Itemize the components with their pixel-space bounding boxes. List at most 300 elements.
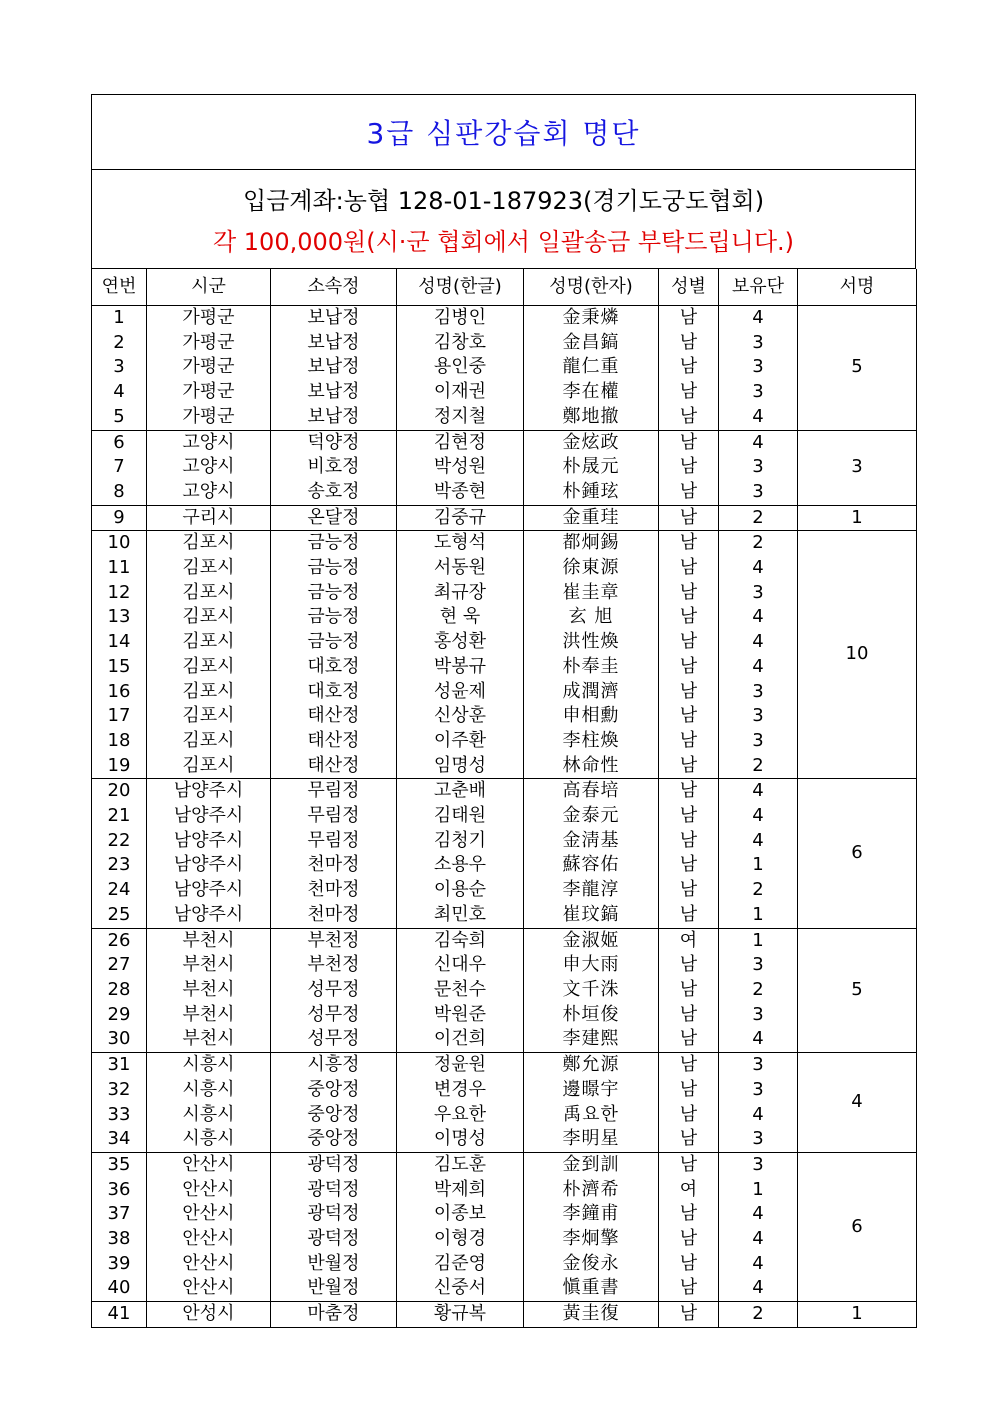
row-name-korean: 최규장 [397,581,524,606]
table-row [92,680,917,705]
table-row [92,455,917,480]
row-gender: 남 [659,1103,719,1128]
row-club: 천마정 [271,878,397,903]
table-row [92,581,917,606]
row-gender: 남 [659,430,719,455]
row-name-hanja: 愼重書 [524,1276,659,1301]
table-row [92,380,917,405]
row-dan: 3 [719,1152,798,1177]
signature-cell[interactable]: 5 [798,306,917,431]
row-no: 9 [92,505,147,531]
row-dan: 3 [719,380,798,405]
document-title: 3급 심판강습회 명단 [366,117,641,150]
signature-cell[interactable]: 5 [798,928,917,1053]
row-name-hanja: 成潤濟 [524,680,659,705]
table-row [92,605,917,630]
row-name-korean: 문천수 [397,978,524,1003]
row-dan: 3 [719,331,798,356]
row-dan: 2 [719,505,798,531]
row-dan: 4 [719,1252,798,1277]
table-row [92,729,917,754]
row-name-hanja: 蘇容佑 [524,853,659,878]
row-name-korean: 이주환 [397,729,524,754]
row-no: 34 [92,1127,147,1152]
row-club: 성무정 [271,1027,397,1052]
row-dan: 1 [719,1178,798,1203]
row-name-korean: 김숙희 [397,928,524,953]
row-name-hanja: 金重珪 [524,505,659,531]
row-name-korean: 이용순 [397,878,524,903]
row-club: 태산정 [271,704,397,729]
row-name-korean: 서동원 [397,556,524,581]
row-city: 남양주시 [147,829,271,854]
row-name-hanja: 文千洙 [524,978,659,1003]
row-dan: 4 [719,306,798,331]
table-row [92,1202,917,1227]
header-signature: 서명 [798,269,917,306]
row-gender: 남 [659,1227,719,1252]
roster-body [92,306,917,1328]
row-city: 남양주시 [147,779,271,804]
row-city: 가평군 [147,355,271,380]
row-no: 29 [92,1003,147,1028]
row-name-korean: 성윤제 [397,680,524,705]
row-name-korean: 고춘배 [397,779,524,804]
row-gender: 남 [659,455,719,480]
row-gender: 남 [659,779,719,804]
row-name-korean: 이형경 [397,1227,524,1252]
row-name-korean: 김병인 [397,306,524,331]
roster-document [91,94,916,1328]
row-name-hanja: 崔玟鎬 [524,903,659,928]
row-dan: 2 [719,1302,798,1328]
row-club: 천마정 [271,903,397,928]
row-dan: 3 [719,729,798,754]
row-name-korean: 박제희 [397,1178,524,1203]
row-name-korean: 변경우 [397,1078,524,1103]
row-name-korean: 신대우 [397,953,524,978]
row-name-korean: 우요한 [397,1103,524,1128]
row-city: 고양시 [147,480,271,505]
row-gender: 남 [659,953,719,978]
row-name-korean: 최민호 [397,903,524,928]
row-club: 보납정 [271,405,397,430]
row-name-korean: 용인중 [397,355,524,380]
row-gender: 남 [659,754,719,779]
row-name-korean: 김중규 [397,505,524,531]
row-gender: 남 [659,680,719,705]
row-gender: 남 [659,1152,719,1177]
table-row [92,1302,917,1328]
row-name-korean: 박종현 [397,480,524,505]
row-gender: 여 [659,928,719,953]
row-gender: 남 [659,480,719,505]
row-club: 무림정 [271,804,397,829]
row-no: 15 [92,655,147,680]
row-name-hanja: 龍仁重 [524,355,659,380]
row-city: 남양주시 [147,878,271,903]
signature-cell[interactable]: 10 [798,531,917,779]
row-name-korean: 이명성 [397,1127,524,1152]
row-dan: 3 [719,1003,798,1028]
row-gender: 남 [659,1302,719,1328]
row-name-hanja: 高春培 [524,779,659,804]
table-row [92,430,917,455]
row-gender: 남 [659,1252,719,1277]
row-no: 27 [92,953,147,978]
row-city: 부천시 [147,1027,271,1052]
row-name-hanja: 朴奉圭 [524,655,659,680]
row-dan: 2 [719,878,798,903]
row-no: 36 [92,1178,147,1203]
row-no: 41 [92,1302,147,1328]
row-dan: 4 [719,1202,798,1227]
row-no: 35 [92,1152,147,1177]
row-no: 10 [92,531,147,556]
row-name-hanja: 鄭允源 [524,1053,659,1078]
row-city: 고양시 [147,455,271,480]
table-row [92,1227,917,1252]
row-city: 남양주시 [147,853,271,878]
table-row [92,1027,917,1052]
row-club: 성무정 [271,1003,397,1028]
row-gender: 남 [659,505,719,531]
row-no: 5 [92,405,147,430]
row-city: 김포시 [147,680,271,705]
row-name-hanja: 李柱煥 [524,729,659,754]
row-name-hanja: 徐東源 [524,556,659,581]
row-gender: 남 [659,306,719,331]
row-no: 38 [92,1227,147,1252]
row-no: 24 [92,878,147,903]
row-club: 무림정 [271,829,397,854]
row-club: 중앙정 [271,1127,397,1152]
table-row [92,1078,917,1103]
row-gender: 남 [659,1202,719,1227]
row-no: 23 [92,853,147,878]
row-no: 26 [92,928,147,953]
row-gender: 남 [659,380,719,405]
row-club: 반월정 [271,1276,397,1301]
row-city: 김포시 [147,581,271,606]
signature-cell[interactable]: 6 [798,1152,917,1301]
table-row [92,306,917,331]
row-city: 안산시 [147,1276,271,1301]
table-row [92,878,917,903]
row-no: 33 [92,1103,147,1128]
row-dan: 4 [719,430,798,455]
row-no: 12 [92,581,147,606]
row-name-korean: 김청기 [397,829,524,854]
row-club: 보납정 [271,331,397,356]
row-gender: 남 [659,903,719,928]
row-name-hanja: 金到訓 [524,1152,659,1177]
row-name-korean: 신상훈 [397,704,524,729]
row-city: 남양주시 [147,804,271,829]
row-name-korean: 황규복 [397,1302,524,1328]
row-gender: 여 [659,1178,719,1203]
row-gender: 남 [659,829,719,854]
row-dan: 2 [719,531,798,556]
header-name-korean: 성명(한글) [397,269,524,306]
row-dan: 1 [719,853,798,878]
row-city: 안산시 [147,1152,271,1177]
row-city: 김포시 [147,630,271,655]
row-gender: 남 [659,878,719,903]
row-dan: 4 [719,804,798,829]
row-gender: 남 [659,853,719,878]
row-name-korean: 박원준 [397,1003,524,1028]
row-no: 30 [92,1027,147,1052]
row-no: 3 [92,355,147,380]
row-dan: 3 [719,704,798,729]
table-row [92,1003,917,1028]
row-dan: 3 [719,480,798,505]
row-club: 천마정 [271,853,397,878]
row-dan: 4 [719,1027,798,1052]
row-no: 25 [92,903,147,928]
header-dan: 보유단 [719,269,798,306]
row-gender: 남 [659,729,719,754]
row-club: 보납정 [271,380,397,405]
row-name-hanja: 金炫政 [524,430,659,455]
row-name-korean: 신중서 [397,1276,524,1301]
table-row [92,531,917,556]
row-name-hanja: 洪性煥 [524,630,659,655]
row-name-korean: 현 욱 [397,605,524,630]
header-name-hanja: 성명(한자) [524,269,659,306]
row-city: 김포시 [147,556,271,581]
table-row [92,928,917,953]
row-name-hanja: 李炯擎 [524,1227,659,1252]
table-row [92,630,917,655]
row-club: 금능정 [271,581,397,606]
row-name-hanja: 禹요한 [524,1103,659,1128]
row-dan: 3 [719,455,798,480]
row-dan: 4 [719,655,798,680]
table-row [92,779,917,804]
row-club: 비호정 [271,455,397,480]
row-no: 22 [92,829,147,854]
row-no: 18 [92,729,147,754]
row-name-korean: 이재권 [397,380,524,405]
row-city: 시흥시 [147,1078,271,1103]
table-row [92,331,917,356]
row-dan: 4 [719,605,798,630]
row-city: 안산시 [147,1252,271,1277]
row-club: 광덕정 [271,1152,397,1177]
row-club: 금능정 [271,531,397,556]
header-gender: 성별 [659,269,719,306]
row-name-korean: 정윤원 [397,1053,524,1078]
row-no: 11 [92,556,147,581]
row-club: 보납정 [271,355,397,380]
table-row [92,953,917,978]
row-city: 김포시 [147,655,271,680]
header-club: 소속정 [271,269,397,306]
table-row [92,1127,917,1152]
row-club: 부천정 [271,953,397,978]
row-name-hanja: 申相勳 [524,704,659,729]
row-name-hanja: 朴晟元 [524,455,659,480]
row-dan: 4 [719,1276,798,1301]
row-name-hanja: 金泰元 [524,804,659,829]
row-gender: 남 [659,655,719,680]
row-no: 17 [92,704,147,729]
row-club: 성무정 [271,978,397,1003]
row-name-hanja: 朴垣俊 [524,1003,659,1028]
row-no: 31 [92,1053,147,1078]
table-row [92,556,917,581]
row-gender: 남 [659,1053,719,1078]
row-no: 6 [92,430,147,455]
row-dan: 3 [719,355,798,380]
row-name-korean: 이건희 [397,1027,524,1052]
row-name-korean: 김도훈 [397,1152,524,1177]
row-city: 시흥시 [147,1127,271,1152]
table-row [92,1053,917,1078]
row-dan: 3 [719,581,798,606]
row-name-korean: 김태원 [397,804,524,829]
row-name-hanja: 崔圭章 [524,581,659,606]
row-name-hanja: 朴鍾玹 [524,480,659,505]
row-dan: 3 [719,680,798,705]
row-club: 금능정 [271,630,397,655]
row-no: 21 [92,804,147,829]
signature-cell[interactable]: 1 [798,505,917,531]
row-dan: 2 [719,978,798,1003]
row-gender: 남 [659,804,719,829]
row-name-hanja: 都炯錫 [524,531,659,556]
row-club: 태산정 [271,729,397,754]
row-city: 김포시 [147,531,271,556]
row-city: 부천시 [147,928,271,953]
table-row [92,1276,917,1301]
row-no: 8 [92,480,147,505]
row-name-hanja: 李龍淳 [524,878,659,903]
row-name-korean: 김창호 [397,331,524,356]
row-gender: 남 [659,581,719,606]
row-no: 1 [92,306,147,331]
account-line: 입금계좌:농협 128-01-187923(경기도궁도협회) [242,187,765,215]
row-club: 광덕정 [271,1202,397,1227]
table-row [92,704,917,729]
row-name-hanja: 金淸基 [524,829,659,854]
row-city: 부천시 [147,953,271,978]
row-name-hanja: 金昌鎬 [524,331,659,356]
signature-cell[interactable]: 1 [798,1302,917,1328]
row-name-korean: 박성원 [397,455,524,480]
row-dan: 3 [719,1127,798,1152]
row-club: 광덕정 [271,1227,397,1252]
table-row [92,1103,917,1128]
row-club: 금능정 [271,605,397,630]
table-row [92,829,917,854]
row-club: 무림정 [271,779,397,804]
row-no: 19 [92,754,147,779]
row-city: 부천시 [147,1003,271,1028]
row-dan: 4 [719,1227,798,1252]
row-gender: 남 [659,605,719,630]
row-gender: 남 [659,331,719,356]
row-dan: 4 [719,405,798,430]
row-no: 20 [92,779,147,804]
row-club: 송호정 [271,480,397,505]
row-city: 안산시 [147,1178,271,1203]
header-city: 시군 [147,269,271,306]
row-name-hanja: 李鐘甫 [524,1202,659,1227]
row-dan: 3 [719,1078,798,1103]
row-gender: 남 [659,1027,719,1052]
row-name-korean: 도형석 [397,531,524,556]
row-name-hanja: 玄 旭 [524,605,659,630]
row-city: 안산시 [147,1227,271,1252]
row-gender: 남 [659,1127,719,1152]
table-row [92,903,917,928]
row-city: 구리시 [147,505,271,531]
row-city: 가평군 [147,380,271,405]
row-name-hanja: 林命性 [524,754,659,779]
row-dan: 4 [719,779,798,804]
row-dan: 3 [719,953,798,978]
table-row [92,804,917,829]
signature-cell[interactable]: 6 [798,779,917,928]
row-no: 37 [92,1202,147,1227]
row-no: 40 [92,1276,147,1301]
table-row [92,655,917,680]
row-dan: 4 [719,556,798,581]
row-club: 덕양정 [271,430,397,455]
row-club: 대호정 [271,655,397,680]
row-city: 김포시 [147,704,271,729]
row-city: 부천시 [147,978,271,1003]
row-dan: 4 [719,829,798,854]
row-no: 7 [92,455,147,480]
row-club: 온달정 [271,505,397,531]
row-gender: 남 [659,978,719,1003]
row-gender: 남 [659,704,719,729]
row-name-hanja: 金淑姬 [524,928,659,953]
row-city: 남양주시 [147,903,271,928]
row-gender: 남 [659,556,719,581]
table-row [92,355,917,380]
roster-table [91,269,917,1328]
row-dan: 2 [719,754,798,779]
row-name-hanja: 朴濟希 [524,1178,659,1203]
row-gender: 남 [659,1003,719,1028]
info-box [91,170,916,269]
row-name-hanja: 邊暻宇 [524,1078,659,1103]
table-row [92,853,917,878]
row-city: 김포시 [147,605,271,630]
row-name-korean: 이종보 [397,1202,524,1227]
signature-cell[interactable]: 4 [798,1053,917,1153]
table-header-row [92,269,917,306]
row-dan: 1 [719,903,798,928]
row-no: 14 [92,630,147,655]
table-row [92,480,917,505]
row-name-hanja: 申大雨 [524,953,659,978]
row-gender: 남 [659,630,719,655]
row-city: 안성시 [147,1302,271,1328]
row-city: 김포시 [147,754,271,779]
signature-cell[interactable]: 3 [798,430,917,505]
row-dan: 4 [719,630,798,655]
row-city: 가평군 [147,405,271,430]
row-name-hanja: 金秉燐 [524,306,659,331]
row-gender: 남 [659,531,719,556]
row-dan: 4 [719,1103,798,1128]
